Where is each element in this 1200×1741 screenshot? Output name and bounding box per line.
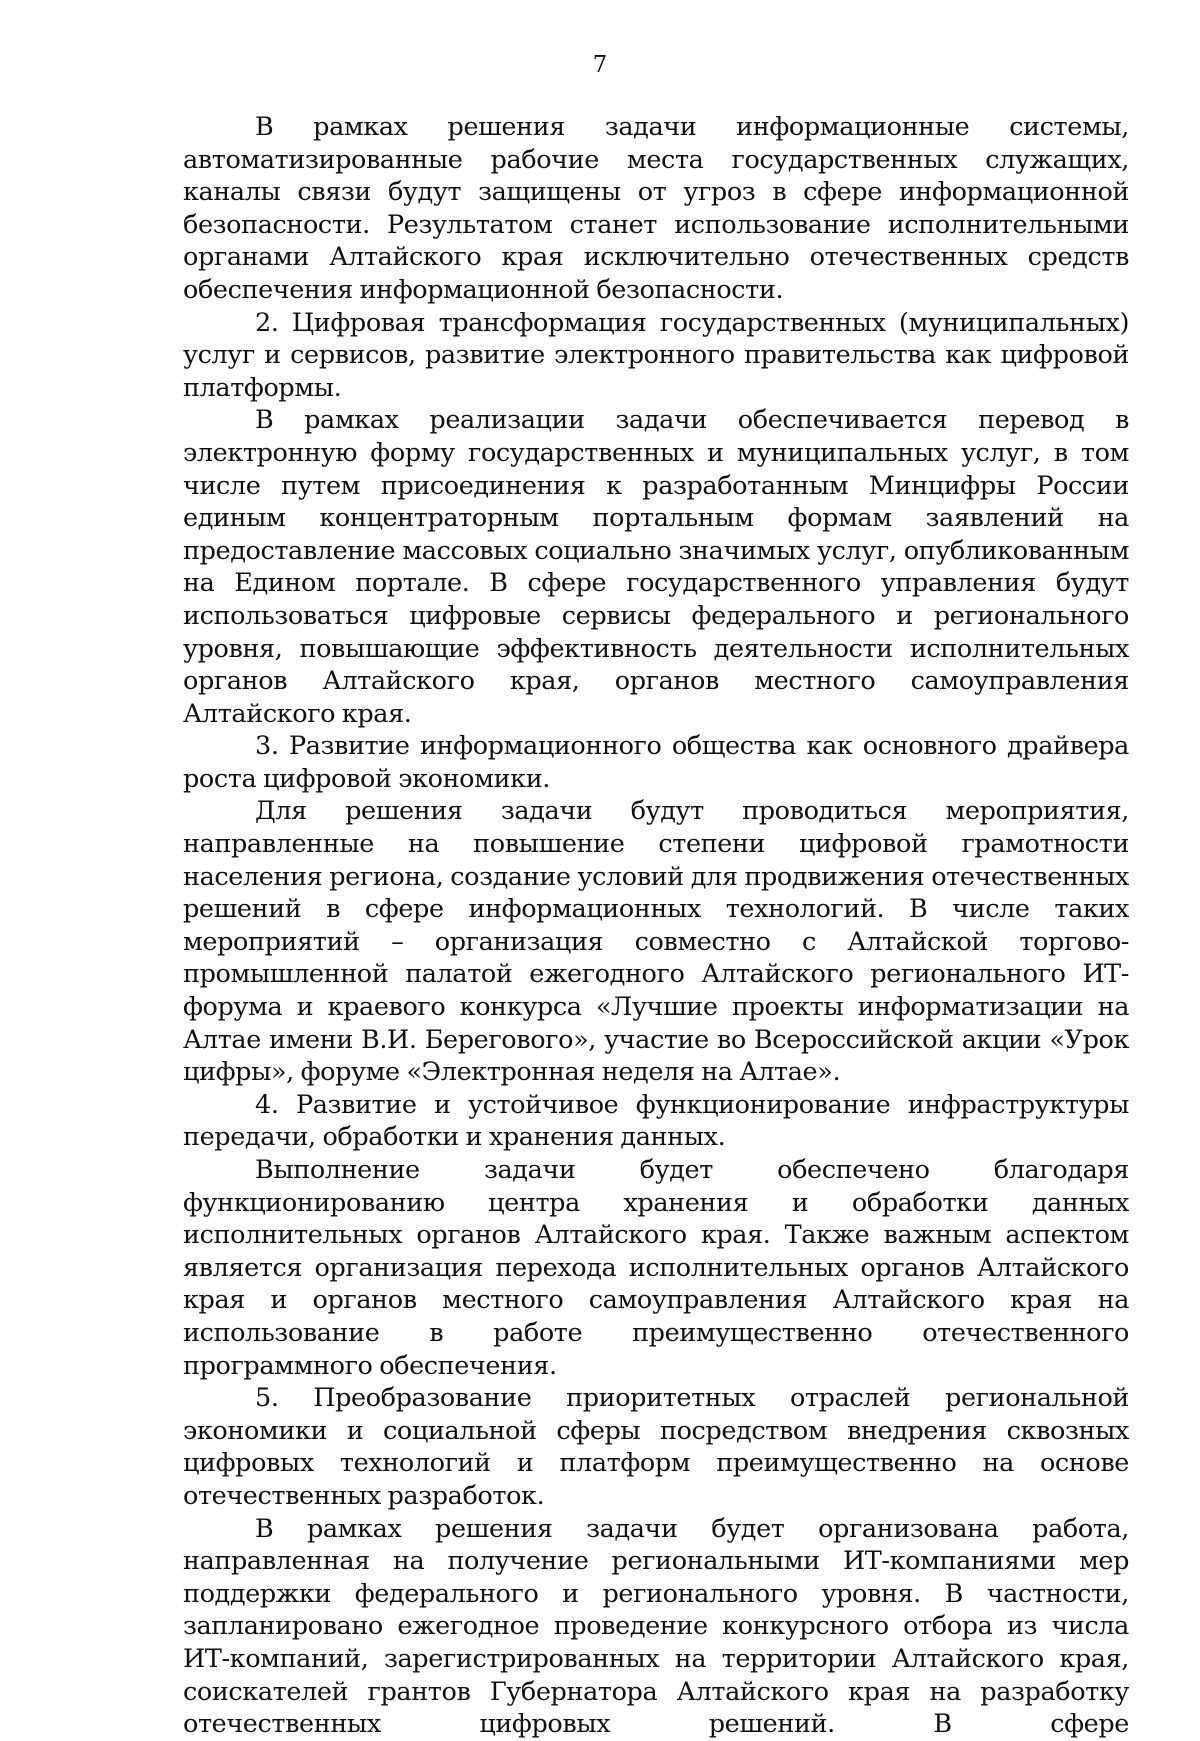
paragraph-task-5-heading: 5. Преобразование приоритетных отраслей региональной экономики и социальной сферы посредством внедрения сквозных цифровых технологий и платформ преимущественно на основе отечественных разработок. <box>183 1383 1129 1511</box>
paragraph-task-3-heading: 3. Развитие информационного общества как основного драйвера роста цифровой экономики. <box>183 731 1129 794</box>
document-body <box>183 111 1129 1741</box>
paragraph-task-3-body: Для решения задачи будут проводиться мероприятия, направленные на повышение степени цифровой грамотности населения региона, создание условий для продвижения отечественных решений в сфере информационных технологий. В числе таких мероприятий – организация совместно с Алтайской торгово-промышленной палатой ежегодного Алтайского регионального ИТ-форума и краевого конкурса «Лучшие проекты информатизации на Алтае имени В.И. Берегового», участие во Всероссийской акции «Урок цифры», форуме «Электронная неделя на Алтае». <box>183 796 1129 1088</box>
paragraph-task-4-body: Выполнение задачи будет обеспечено благодаря функционированию центра хранения и обработки данных исполнительных органов Алтайского края. Также важным аспектом является организация перехода исполнительных органов Алтайского края и органов местного самоуправления Алтайского края на использование в работе преимущественно отечественного программного обеспечения. <box>183 1155 1129 1381</box>
page-number: 7 <box>592 52 608 78</box>
paragraph-task-2-body: В рамках реализации задачи обеспечивается перевод в электронную форму государственных и муниципальных услуг, в том числе путем присоединения к разработанным Минцифры России единым концентраторным портальным формам заявлений на предоставление массовых социально значимых услуг, опубликованным на Едином портале. В сфере государственного управления будут использоваться цифровые сервисы федерального и регионального уровня, повышающие эффективность деятельности исполнительных органов Алтайского края, органов местного самоуправления Алтайского края. <box>183 405 1129 729</box>
paragraph-task-4-heading: 4. Развитие и устойчивое функционирование инфраструктуры передачи, обработки и хранения данных. <box>183 1089 1129 1153</box>
paragraph-task-2-heading: 2. Цифровая трансформация государственных (муниципальных) услуг и сервисов, развитие электронного правительства как цифровой платформы. <box>183 307 1129 403</box>
paragraph-task-5-body: В рамках решения задачи будет организована работа, направленная на получение региональными ИТ-компаниями мер поддержки федерального и регионального уровня. В частности, запланировано ежегодное проведение конкурсного отбора из числа ИТ-компаний, зарегистрированных на территории Алтайского края, соискателей грантов Губернатора Алтайского края на разработку отечественных цифровых решений. В сфере <box>183 1513 1129 1740</box>
paragraph-security-task: В рамках решения задачи информационные системы, автоматизированные рабочие места государственных служащих, каналы связи будут защищены от угроз в сфере информационной безопасности. Результатом станет использование исполнительными органами Алтайского края исключительно отечественных средств обеспечения информационной безопасности. <box>183 112 1129 305</box>
